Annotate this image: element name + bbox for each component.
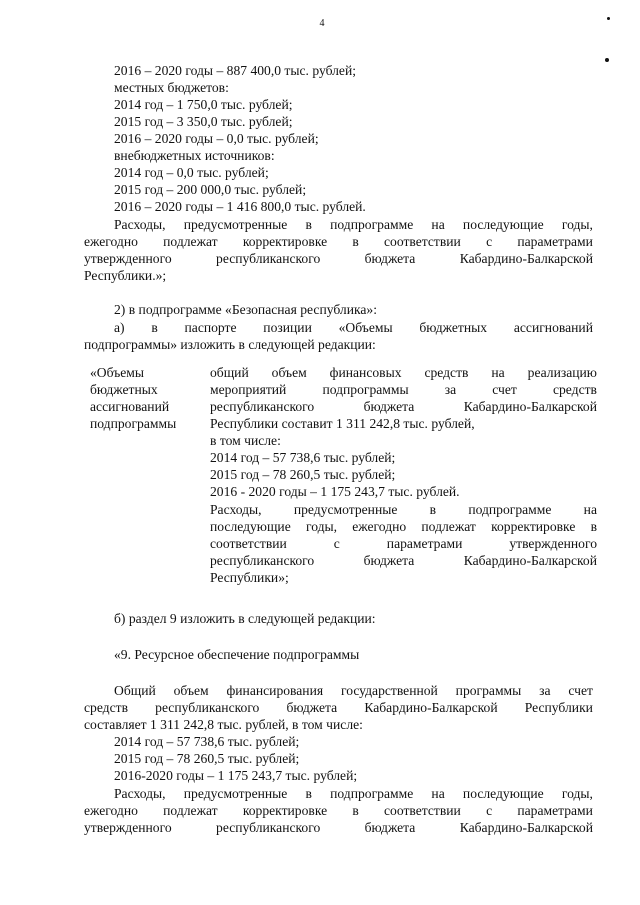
word: бюджета bbox=[364, 251, 416, 266]
label-line: ассигнований bbox=[90, 399, 170, 414]
word: утвержденного bbox=[84, 251, 172, 266]
word: подпрограмме bbox=[330, 786, 414, 801]
text-line: 2016-2020 годы – 1 175 243,7 тыс. рублей; bbox=[114, 768, 358, 783]
word: соответствии bbox=[384, 803, 461, 818]
word: бюджета bbox=[364, 820, 416, 835]
word: позиции bbox=[263, 320, 312, 335]
word: в bbox=[590, 519, 597, 534]
word: утвержденного bbox=[509, 536, 597, 551]
word: подлежат bbox=[163, 803, 218, 818]
word: годы, bbox=[561, 217, 593, 232]
word: Общий bbox=[114, 683, 156, 698]
word: соответствии bbox=[384, 234, 461, 249]
justified-line bbox=[210, 398, 597, 415]
word: Расходы, bbox=[210, 502, 262, 517]
word: в bbox=[151, 320, 158, 335]
word: республиканского bbox=[210, 399, 315, 414]
text-line: 2016 - 2020 годы – 1 175 243,7 тыс. рублей. bbox=[210, 484, 460, 499]
word: средств bbox=[552, 382, 597, 397]
text-line: 2015 год – 78 260,5 тыс. рублей; bbox=[210, 467, 396, 482]
text-line: б) раздел 9 изложить в следующей редакции: bbox=[114, 611, 376, 626]
word: бюджета bbox=[286, 700, 338, 715]
word: последующие bbox=[210, 519, 291, 534]
text-line: 2016 – 2020 годы – 0,0 тыс. рублей; bbox=[114, 131, 319, 146]
word: корректировке bbox=[491, 519, 576, 534]
word: на bbox=[583, 502, 597, 517]
word: «Объемы bbox=[338, 320, 393, 335]
label-line: подпрограммы bbox=[90, 416, 177, 431]
word: Кабардино-Балкарской bbox=[459, 820, 593, 835]
word: общий bbox=[210, 365, 249, 380]
justified-line bbox=[84, 233, 593, 250]
word: корректировке bbox=[242, 234, 328, 249]
text-line: Республики.»; bbox=[84, 268, 167, 283]
word: с bbox=[333, 536, 340, 551]
text-line: местных бюджетов: bbox=[114, 80, 229, 95]
word: Кабардино-Балкарской bbox=[463, 399, 597, 414]
text-line: 2014 год – 57 738,6 тыс. рублей; bbox=[114, 734, 300, 749]
word: республиканского bbox=[155, 700, 260, 715]
justified-line bbox=[84, 250, 593, 267]
word: подлежат bbox=[421, 519, 476, 534]
word: объем bbox=[173, 683, 209, 698]
word: государственной bbox=[340, 683, 438, 698]
justified-line bbox=[84, 819, 593, 836]
word: параметрами bbox=[386, 536, 463, 551]
word: с bbox=[486, 803, 493, 818]
word: на bbox=[431, 786, 445, 801]
word: паспорте bbox=[184, 320, 237, 335]
text-line: 2015 год – 200 000,0 тыс. рублей; bbox=[114, 182, 307, 197]
text-line: 2015 год – 78 260,5 тыс. рублей; bbox=[114, 751, 300, 766]
text-line: 2016 – 2020 годы – 1 416 800,0 тыс. рублей. bbox=[114, 199, 366, 214]
justified-line bbox=[210, 535, 597, 552]
word: бюджета bbox=[363, 399, 415, 414]
word: в bbox=[305, 786, 312, 801]
word: республиканского bbox=[216, 251, 321, 266]
word: в bbox=[305, 217, 312, 232]
word: ежегодно bbox=[352, 519, 407, 534]
word: республиканского bbox=[216, 820, 321, 835]
word: Расходы, bbox=[114, 786, 166, 801]
text-line: 2014 год – 0,0 тыс. рублей; bbox=[114, 165, 269, 180]
word: на bbox=[491, 365, 505, 380]
word: предусмотренные bbox=[183, 217, 288, 232]
word: средств bbox=[424, 365, 469, 380]
text-line: в том числе: bbox=[210, 433, 281, 448]
word: ежегодно bbox=[84, 803, 138, 818]
word: в bbox=[429, 502, 437, 517]
word: в bbox=[352, 803, 359, 818]
word: ежегодно bbox=[84, 234, 138, 249]
scan-speck bbox=[605, 58, 609, 62]
justified-line bbox=[210, 518, 597, 535]
word: Кабардино-Балкарской bbox=[459, 251, 593, 266]
text-line: 2016 – 2020 годы – 887 400,0 тыс. рублей; bbox=[114, 63, 357, 78]
word: последующие bbox=[462, 786, 544, 801]
word: а) bbox=[114, 320, 125, 335]
word: бюджетных bbox=[419, 320, 488, 335]
word: подпрограмме bbox=[468, 502, 552, 517]
word: за bbox=[444, 382, 457, 397]
word: Расходы, bbox=[114, 217, 166, 232]
word: Республики bbox=[524, 700, 593, 715]
word: подлежат bbox=[163, 234, 218, 249]
word: республиканского bbox=[210, 553, 315, 568]
word: финансирования bbox=[226, 683, 324, 698]
word: Кабардино-Балкарской bbox=[463, 553, 597, 568]
word: подпрограммы bbox=[322, 382, 409, 397]
label-line: бюджетных bbox=[90, 382, 158, 397]
text-line: 2015 год – 3 350,0 тыс. рублей; bbox=[114, 114, 293, 129]
section-heading: «9. Ресурсное обеспечение подпрограммы bbox=[114, 647, 360, 662]
word: подпрограмме bbox=[330, 217, 414, 232]
justified-line bbox=[84, 699, 593, 716]
word: соответствии bbox=[210, 536, 287, 551]
word: с bbox=[486, 234, 493, 249]
word: Кабардино-Балкарской bbox=[364, 700, 498, 715]
text-line: 2014 год – 1 750,0 тыс. рублей; bbox=[114, 97, 293, 112]
word: параметрами bbox=[517, 803, 593, 818]
justified-line bbox=[210, 501, 597, 518]
word: предусмотренные bbox=[183, 786, 288, 801]
justified-line bbox=[114, 785, 593, 802]
justified-line bbox=[84, 802, 593, 819]
label-line: «Объемы bbox=[90, 365, 144, 380]
justified-line bbox=[114, 319, 593, 336]
word: годы, bbox=[305, 519, 338, 534]
word: параметрами bbox=[517, 234, 593, 249]
page-number: 4 bbox=[319, 18, 325, 29]
word: годы, bbox=[561, 786, 593, 801]
text-line: Республики составит 1 311 242,8 тыс. рублей, bbox=[210, 416, 475, 431]
word: счет bbox=[568, 683, 593, 698]
scan-speck bbox=[607, 17, 610, 20]
word: в bbox=[352, 234, 359, 249]
justified-line bbox=[210, 552, 597, 569]
text-line: внебюджетных источников: bbox=[114, 148, 275, 163]
word: предусмотренные bbox=[293, 502, 398, 517]
word: на bbox=[431, 217, 445, 232]
word: за bbox=[539, 683, 551, 698]
word: финансовых bbox=[329, 365, 402, 380]
word: программы bbox=[455, 683, 522, 698]
word: бюджета bbox=[363, 553, 415, 568]
word: средств bbox=[84, 700, 128, 715]
justified-line bbox=[114, 682, 593, 699]
word: корректировке bbox=[242, 803, 328, 818]
section-heading: 2) в подпрограмме «Безопасная республика»: bbox=[114, 302, 377, 317]
text-line: составляет 1 311 242,8 тыс. рублей, в том числе: bbox=[84, 717, 363, 732]
word: последующие bbox=[462, 217, 544, 232]
word: объем bbox=[271, 365, 307, 380]
justified-line bbox=[210, 364, 597, 381]
text-line: подпрограммы» изложить в следующей редакции: bbox=[84, 337, 376, 352]
word: мероприятий bbox=[210, 382, 287, 397]
justified-line bbox=[114, 216, 593, 233]
word: счет bbox=[492, 382, 517, 397]
text-line: 2014 год – 57 738,6 тыс. рублей; bbox=[210, 450, 396, 465]
text-line: Республики»; bbox=[210, 570, 289, 585]
word: ассигнований bbox=[513, 320, 593, 335]
word: реализацию bbox=[527, 365, 597, 380]
justified-line bbox=[210, 381, 597, 398]
word: утвержденного bbox=[84, 820, 172, 835]
